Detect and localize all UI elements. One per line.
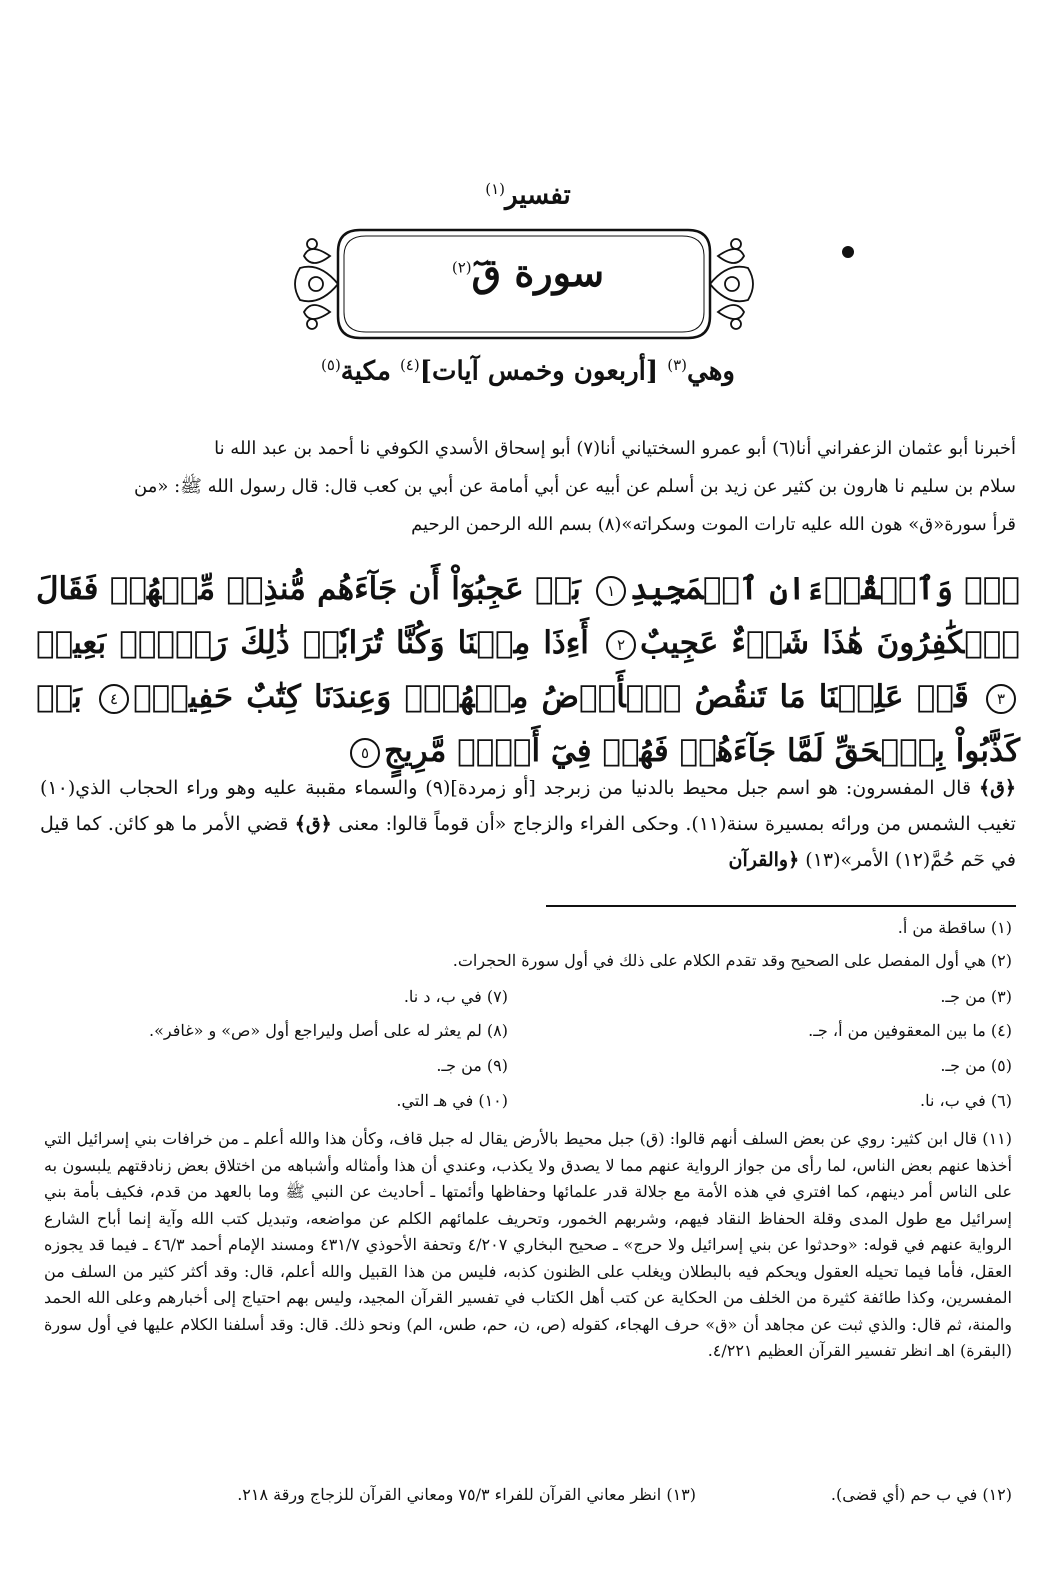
verse-2: بَلۡ عَجِبُوٓاْ أَن جَآءَهُم مُّنذِرٞ مِّنۡهُمۡ فَقَالَ ٱلۡكَٰفِرُونَ هَٰذَا شَيۡءٌ عَجِيبٌ xyxy=(36,571,1021,661)
verse-3: أَءِذَا مِتۡنَا وَكُنَّا تُرَابٗاۖ ذَٰلِكَ رَجۡعُۢ بَعِيدٞ xyxy=(36,625,589,661)
surah-info-ref1: (٣) xyxy=(667,356,688,374)
ayah-marker-5: ٥ xyxy=(350,738,380,768)
ayah-marker-2: ٢ xyxy=(606,630,636,660)
heading-note-ref: (١) xyxy=(485,180,505,198)
footnote-11: (١١) قال ابن كثير: روي عن بعض السلف أنهم قالوا: (ق) جبل محيط بالأرض يقال له جبل قاف، وكأن هذا والله أعلم ـ من خرافات بني إسرائيل التي أخذها عنهم بعض الناس، لما رأى من جواز الرواية عنهم مما لا يصدق ولا يكذب، وعندي أن هذا وأمثاله وأشباهه من اختلاق بعض زنادقتهم يلبسون به على الناس أمر دينهم، كما افتري في هذه الأمة مع جلالة قدر علمائها وحفاظها وأئمتها ـ أحاديث عن النبي ﷺ وما بالعهد من قدم، فكيف بأمة بني إسرائيل مع طول المدى وقلة الحفاظ النقاد فيهم، وشربهم الخمور، وتحريف علمائهم الكلم عن مواضعه، وتبديل كتب الله وآية إنما أباح الشارع الرواية عنهم في قوله: «وحدثوا عن بني إسرائيل ولا حرج» ـ صحيح البخاري ٤/٢٠٧ وتحفة الأحوذي ٤٣١/٧ ومسند الإمام أحمد ٤٦/٣ ـ فيما قد يجوزه العقل، فأما فيما تحيله العقول ويحكم فيه بالبطلان ويغلب على الظنون كذبه، فليس من هذا القبيل والله أعلم، قال: وقد أكثر كثير من السلف من المفسرين، وكذا طائفة كثيرة من الخلف من الحكاية عن كتب أهل الكتاب في تفسير القرآن المجيد، وليس بهم احتياج إلى أخبارهم وعلى الله الحمد والمنة، ثم قال: والذي ثبت عن مجاهد أن «ق» حرف الهجاء، كقوله (ص، ن، حم، طس، الم) ونحو ذلك. قال: وقد أسلفنا الكلام عليها في أول سورة (البقرة) اهـ انظر تفسير القرآن العظيم ٤/٢٢١. xyxy=(44,1129,1012,1360)
footnote-5: (٥) من جـ. xyxy=(940,1056,1012,1075)
ayah-marker-3: ٣ xyxy=(986,684,1016,714)
footnote-7: (٧) في ب، د نا. xyxy=(403,987,508,1006)
footnote-1: (١) ساقطة من أ. xyxy=(897,918,1012,937)
footnote-separator xyxy=(546,905,1016,907)
surah-note-ref: (٢) xyxy=(451,258,472,277)
quran-verses xyxy=(36,562,1020,778)
footnote-6: (٦) في ب، نا. xyxy=(920,1091,1012,1110)
footnote-9: (٩) من جـ. xyxy=(436,1056,508,1075)
commentary-text-2: قضي الأمر ما هو كائن. كما قيل في حٓم حُمَّ(١٢) الأمر»(١٣) xyxy=(40,813,1016,871)
footnote-12: (١٢) في ب حم (أي قضى). xyxy=(830,1485,1012,1504)
surah-info-part1: وهي xyxy=(687,356,735,387)
quoted-word-2: ﴿ق﴾ xyxy=(294,813,332,835)
footnote-13: (١٣) انظر معاني القرآن للفراء ٧٥/٣ ومعاني القرآن للزجاج ورقة ٢١٨. xyxy=(237,1485,696,1504)
footnote-3: (٣) من جـ. xyxy=(940,987,1012,1006)
ayah-marker-4: ٤ xyxy=(99,684,129,714)
surah-info-part2: [أربعون وخمس آيات] xyxy=(419,356,659,387)
quoted-word-3: ﴿والقرآن xyxy=(728,849,800,871)
footnote-8: (٨) لم يعثر له على أصل وليراجع أول «ص» و «غافر». xyxy=(148,1021,508,1040)
commentary-paragraph xyxy=(40,770,1016,878)
tafsir-heading xyxy=(0,180,1056,211)
heading-text: تفسير xyxy=(505,180,571,211)
commentary-text-1: قال المفسرون: هو اسم جبل محيط بالدنيا من زبرجد [أو زمردة](٩) والسماء مقببة عليه وهو وراء الحجاب الذي(١٠) تغيب الشمس من ورائه بمسيرة سنة(١١). وحكى الفراء والزجاج «أن قوماً قالوا: معنى xyxy=(40,777,1016,835)
ayah-marker-1: ١ xyxy=(596,576,626,606)
surah-info-ref2: (٤) xyxy=(399,356,420,374)
isnad-line-1: أخبرنا أبو عثمان الزعفراني أنا(٦) أبو عمرو السختياني أنا(٧) أبو إسحاق الأسدي الكوفي نا أحمد بن عبد الله نا xyxy=(214,438,1016,459)
surah-name: سورة قٓ xyxy=(471,250,605,295)
footnote-2: (٢) هي أول المفصل على الصحيح وقد تقدم الكلام على ذلك في أول سورة الحجرات. xyxy=(452,951,1012,970)
isnad-paragraph xyxy=(40,430,1016,544)
surah-info-part3: مكية xyxy=(340,356,391,387)
verse-5: بَلۡ كَذَّبُواْ بِٱلۡحَقِّ لَمَّا جَآءَهُمۡ فَهُمۡ فِيٓ أَمۡرٖ مَّرِيجٍ xyxy=(36,679,1020,769)
surah-title xyxy=(0,250,1056,295)
verse-4: قَدۡ عَلِمۡنَا مَا تَنقُصُ ٱلۡأَرۡضُ مِنۡهُمۡۖ وَعِندَنَا كِتَٰبٌ حَفِيظُۢ xyxy=(133,679,969,715)
footnote-4: (٤) ما بين المعقوفين من أ، جـ. xyxy=(808,1021,1012,1040)
isnad-line-2: سلام بن سليم نا هارون بن كثير عن زيد بن أسلم عن أبيه عن أبي أمامة عن أبي بن كعب قال: قال رسول الله ﷺ: «من xyxy=(134,476,1016,497)
surah-info xyxy=(0,356,1056,387)
verse-1: قٓۚ وَٱلۡقُرۡءَانِ ٱلۡمَجِيدِ xyxy=(630,571,1020,607)
quoted-word-1: ﴿ق﴾ xyxy=(978,777,1016,799)
surah-info-ref3: (٥) xyxy=(321,356,341,374)
footnote-10: (١٠) في هـ التي. xyxy=(396,1091,508,1110)
isnad-line-3: قرأ سورة«ق» هون الله عليه تارات الموت وسكراته»(٨) بسم الله الرحمن الرحيم xyxy=(411,514,1016,535)
